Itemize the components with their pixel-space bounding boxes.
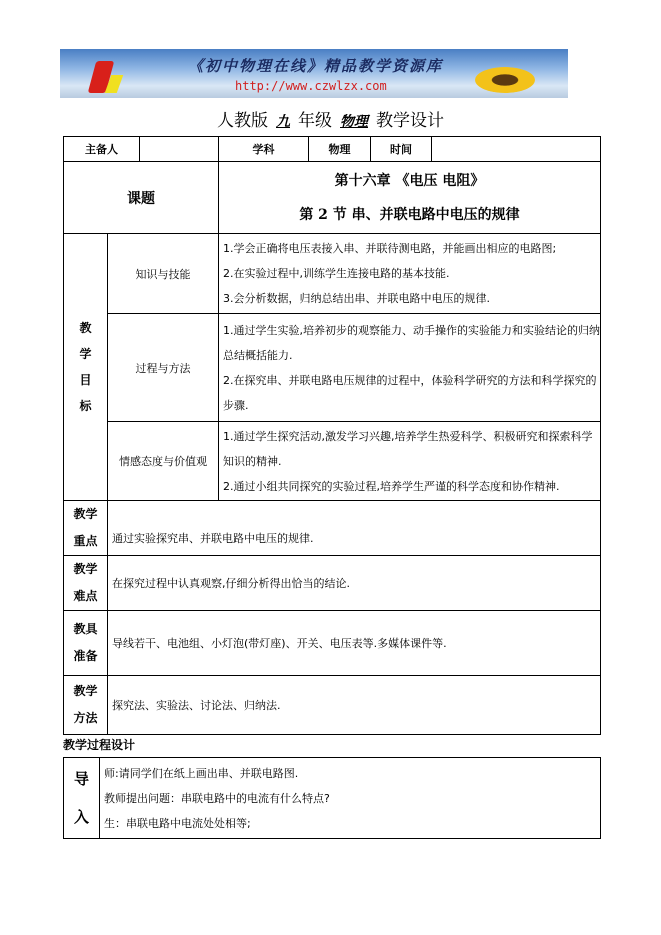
difficulties: 在探究过程中认真观察,仔细分析得出恰当的结论. (108, 556, 601, 611)
topic-label: 课题 (64, 162, 219, 234)
title-prefix: 人教版 (217, 111, 268, 131)
objectives-label (64, 234, 108, 501)
objective-line: 1.通过学生探究活动,激发学习兴趣,培养学生热爱科学、积极研究和探索科学知识的精神. (223, 429, 593, 468)
objective-content (219, 314, 601, 422)
objectives-table (63, 233, 601, 501)
process-title: 教学过程设计 (63, 738, 136, 752)
subject-label: 学科 (219, 137, 309, 162)
title-subject: 物理 (340, 114, 368, 130)
label-line: 教学 (73, 562, 98, 576)
intro-label (64, 758, 100, 839)
objective-name: 情感态度与价值观 (108, 422, 219, 501)
intro-content (100, 758, 601, 839)
label-char: 目 (79, 373, 92, 387)
row-label (64, 611, 108, 676)
banner-title: 《初中物理在线》精品教学资源库 (188, 57, 444, 75)
label-line: 入 (73, 808, 89, 826)
process-line: 教师提出问题：串联电路中的电流有什么特点? (104, 791, 330, 805)
banner-url: http://www.czwlzx.com (235, 79, 387, 93)
process-line: 生：串联电路中电流处处相等; (104, 816, 251, 830)
process-table (63, 757, 601, 839)
host-value (140, 137, 219, 162)
objective-name: 过程与方法 (108, 314, 219, 422)
label-line: 教具 (73, 622, 98, 636)
label-line: 准备 (73, 649, 98, 663)
objective-line: 1.学会正确将电压表接入串、并联待测电路，并能画出相应的电路图; (223, 242, 557, 255)
row-label (64, 556, 108, 611)
label-char: 标 (79, 399, 92, 413)
key-points: 通过实验探究串、并联电路中电压的规律. (108, 501, 601, 556)
details-table (63, 500, 601, 735)
info-table (63, 136, 601, 234)
objective-content (219, 234, 601, 314)
topic-value (219, 162, 601, 234)
label-char: 学 (79, 347, 92, 361)
objective-line: 3.会分析数据，归纳总结出串、并联电路中电压的规律. (223, 292, 490, 305)
page-title (0, 106, 661, 131)
process-line: 师:请同学们在纸上画出串、并联电路图. (104, 766, 299, 780)
objective-line: 2.在探究串、并联电路电压规律的过程中，体验科学研究的方法和科学探究的步骤. (223, 373, 597, 412)
label-line: 方法 (73, 711, 98, 725)
objective-name: 知识与技能 (108, 234, 219, 314)
teaching-aids: 导线若干、电池组、小灯泡(带灯座)、开关、电压表等.多媒体课件等. (108, 611, 601, 676)
title-grade: 九 (276, 114, 290, 130)
label-line: 难点 (73, 589, 98, 603)
row-label (64, 676, 108, 735)
label-line: 教学 (73, 684, 98, 698)
row-label (64, 501, 108, 556)
teaching-methods: 探究法、实验法、讨论法、归纳法. (108, 676, 601, 735)
label-line: 教学 (73, 507, 98, 521)
subject-value: 物理 (309, 137, 371, 162)
objective-line: 2.在实验过程中,训练学生连接电路的基本技能. (223, 267, 450, 280)
title-suffix: 教学设计 (376, 111, 444, 131)
chapter-title: 第十六章 《电压 电阻》 (334, 172, 485, 189)
label-line: 导 (73, 770, 89, 788)
title-mid: 年级 (298, 111, 332, 131)
section-title: 第 2 节 串、并联电路中电压的规律 (299, 206, 520, 223)
header-banner (60, 49, 568, 98)
time-label: 时间 (371, 137, 432, 162)
objective-line: 1.通过学生实验,培养初步的观察能力、动手操作的实验能力和实验结论的归纳总结概括能力. (223, 323, 600, 362)
sunflower-image (475, 67, 535, 93)
objective-content (219, 422, 601, 501)
time-value (432, 137, 601, 162)
label-line: 重点 (73, 534, 98, 548)
host-label: 主备人 (64, 137, 140, 162)
label-char: 教 (79, 321, 92, 335)
objective-line: 2.通过小组共同探究的实验过程,培养学生严谨的科学态度和协作精神. (223, 479, 560, 493)
